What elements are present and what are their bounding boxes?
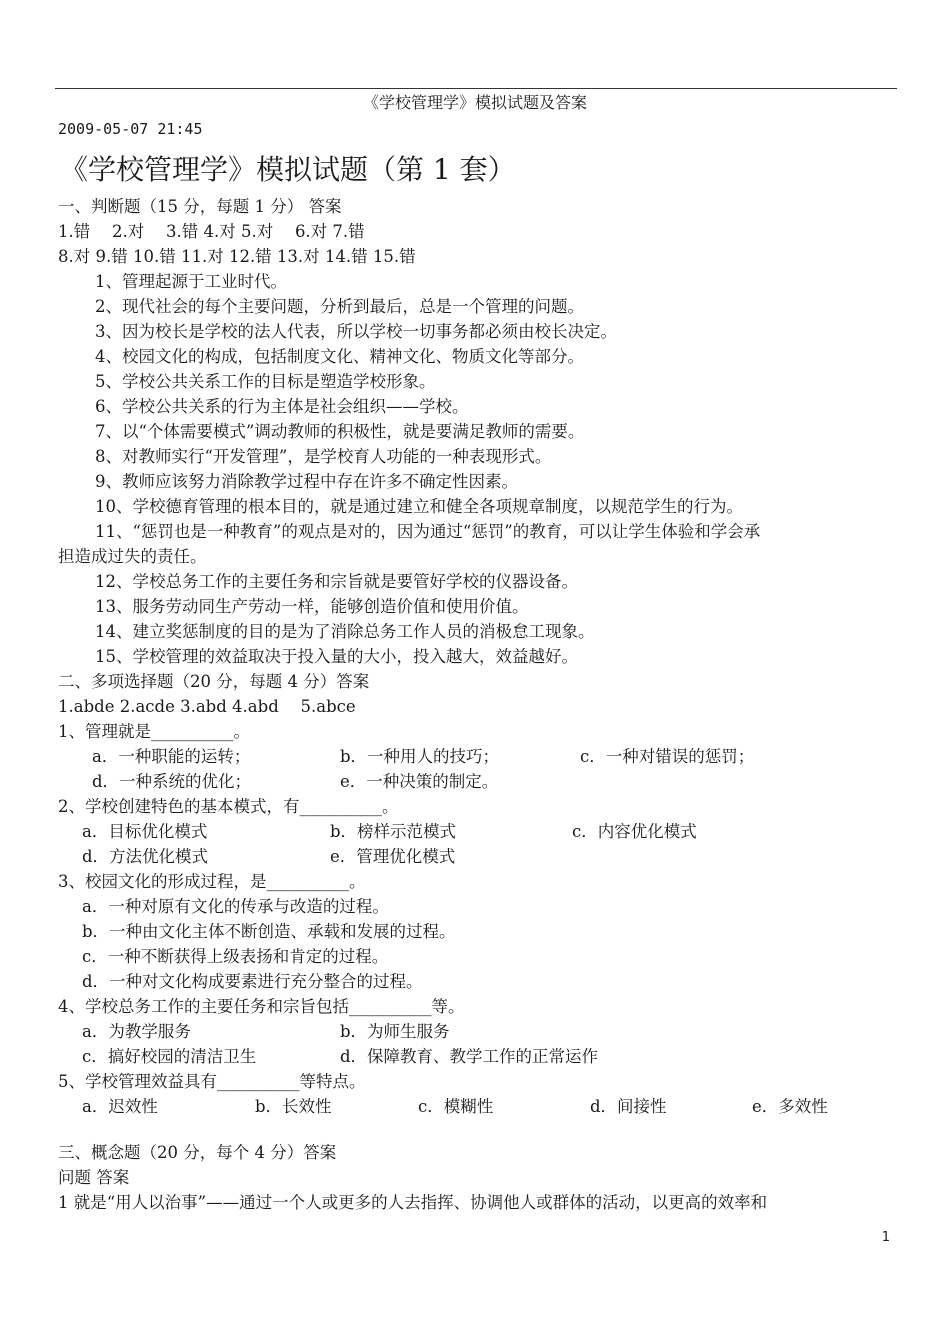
section1-heading: 一、判断题（15 分，每题 1 分） 答案 — [58, 197, 342, 216]
mc-option: b．一种用人的技巧； — [340, 747, 500, 766]
mc-option: b．榜样示范模式 — [330, 822, 457, 841]
mc-option: b．为师生服务 — [340, 1022, 450, 1041]
tf-item: 2、现代社会的每个主要问题，分析到最后，总是一个管理的问题。 — [95, 297, 584, 316]
section1-answers-1: 1.错 2.对 3.错 4.对 5.对 6.对 7.错 — [58, 222, 365, 241]
mc-option: d．方法优化模式 — [82, 847, 209, 866]
mc-option: c．搞好校园的清洁卫生 — [82, 1047, 257, 1066]
section2-answers: 1.abde 2.acde 3.abd 4.abd 5.abce — [58, 697, 356, 716]
mc-option: a．目标优化模式 — [82, 822, 208, 841]
section1-answers-2: 8.对 9.错 10.错 11.对 12.错 13.对 14.错 15.错 — [58, 247, 416, 266]
mc-question-5: 5、学校管理效益具有__________等特点。 — [58, 1072, 366, 1091]
mc-option: d．间接性 — [590, 1097, 667, 1116]
section3-line: 1 就是“用人以治事”——通过一个人或更多的人去指挥、协调他人或群体的活动，以更高的效率和 — [58, 1193, 768, 1212]
mc-option: b．长效性 — [255, 1097, 332, 1116]
tf-item: 9、教师应该努力消除教学过程中存在许多不确定性因素。 — [95, 472, 518, 491]
mc-option: d．一种对文化构成要素进行充分整合的过程。 — [82, 972, 423, 991]
tf-item: 3、因为校长是学校的法人代表，所以学校一切事务都必须由校长决定。 — [95, 322, 617, 341]
tf-item: 6、学校公共关系的行为主体是社会组织——学校。 — [95, 397, 469, 416]
mc-option: c．一种不断获得上级表扬和肯定的过程。 — [82, 947, 389, 966]
mc-option: e．管理优化模式 — [330, 847, 456, 866]
post-date: 2009-05-07 21:45 — [58, 120, 203, 138]
mc-question-2: 2、学校创建特色的基本模式，有__________。 — [58, 797, 399, 816]
mc-option: a．迟效性 — [82, 1097, 158, 1116]
mc-option: d．一种系统的优化； — [92, 772, 252, 791]
tf-item: 8、对教师实行“开发管理”，是学校育人功能的一种表现形式。 — [95, 447, 552, 466]
mc-question-4: 4、学校总务工作的主要任务和宗旨包括__________等。 — [58, 997, 465, 1016]
mc-option: b．一种由文化主体不断创造、承载和发展的过程。 — [82, 922, 456, 941]
header-rule — [55, 88, 897, 89]
mc-option: a．为教学服务 — [82, 1022, 191, 1041]
mc-option: a．一种职能的运转； — [92, 747, 251, 766]
section3-heading: 三、概念题（20 分，每个 4 分）答案 — [58, 1143, 337, 1162]
tf-item: 14、建立奖惩制度的目的是为了消除总务工作人员的消极怠工现象。 — [95, 622, 595, 641]
section2-heading: 二、多项选择题（20 分，每题 4 分）答案 — [58, 672, 370, 691]
tf-item: 1、管理起源于工业时代。 — [95, 272, 287, 291]
mc-option: e．一种决策的制定。 — [340, 772, 499, 791]
tf-item: 7、以“个体需要模式”调动教师的积极性，就是要满足教师的需要。 — [95, 422, 585, 441]
page-title: 《学校管理学》模拟试题（第 1 套） — [60, 153, 516, 186]
section3-subheading: 问题 答案 — [58, 1168, 130, 1187]
tf-item: 11、“惩罚也是一种教育”的观点是对的，因为通过“惩罚”的教育，可以让学生体验和学会承 — [95, 522, 761, 541]
tf-item: 5、学校公共关系工作的目标是塑造学校形象。 — [95, 372, 436, 391]
mc-option: a．一种对原有文化的传承与改造的过程。 — [82, 897, 389, 916]
mc-option: c．一种对错误的惩罚； — [580, 747, 755, 766]
mc-option: c．模糊性 — [418, 1097, 494, 1116]
mc-question-3: 3、校园文化的形成过程，是__________。 — [58, 872, 366, 891]
tf-item: 4、校园文化的构成，包括制度文化、精神文化、物质文化等部分。 — [95, 347, 584, 366]
mc-question-1: 1、管理就是__________。 — [58, 722, 250, 741]
mc-option: e．多效性 — [752, 1097, 828, 1116]
tf-item: 13、服务劳动同生产劳动一样，能够创造价值和使用价值。 — [95, 597, 529, 616]
mc-option: d．保障教育、教学工作的正常运作 — [340, 1047, 599, 1066]
tf-item: 12、学校总务工作的主要任务和宗旨就是要管好学校的仪器设备。 — [95, 572, 578, 591]
tf-item: 10、学校德育管理的根本目的，就是通过建立和健全各项规章制度，以规范学生的行为。 — [95, 497, 743, 516]
running-header: 《学校管理学》模拟试题及答案 — [362, 93, 587, 112]
tf-item-continuation: 担造成过失的责任。 — [58, 547, 207, 566]
tf-item: 15、学校管理的效益取决于投入量的大小，投入越大，效益越好。 — [95, 647, 578, 666]
mc-option: c．内容优化模式 — [572, 822, 697, 841]
page-number: 1 — [881, 1230, 890, 1245]
